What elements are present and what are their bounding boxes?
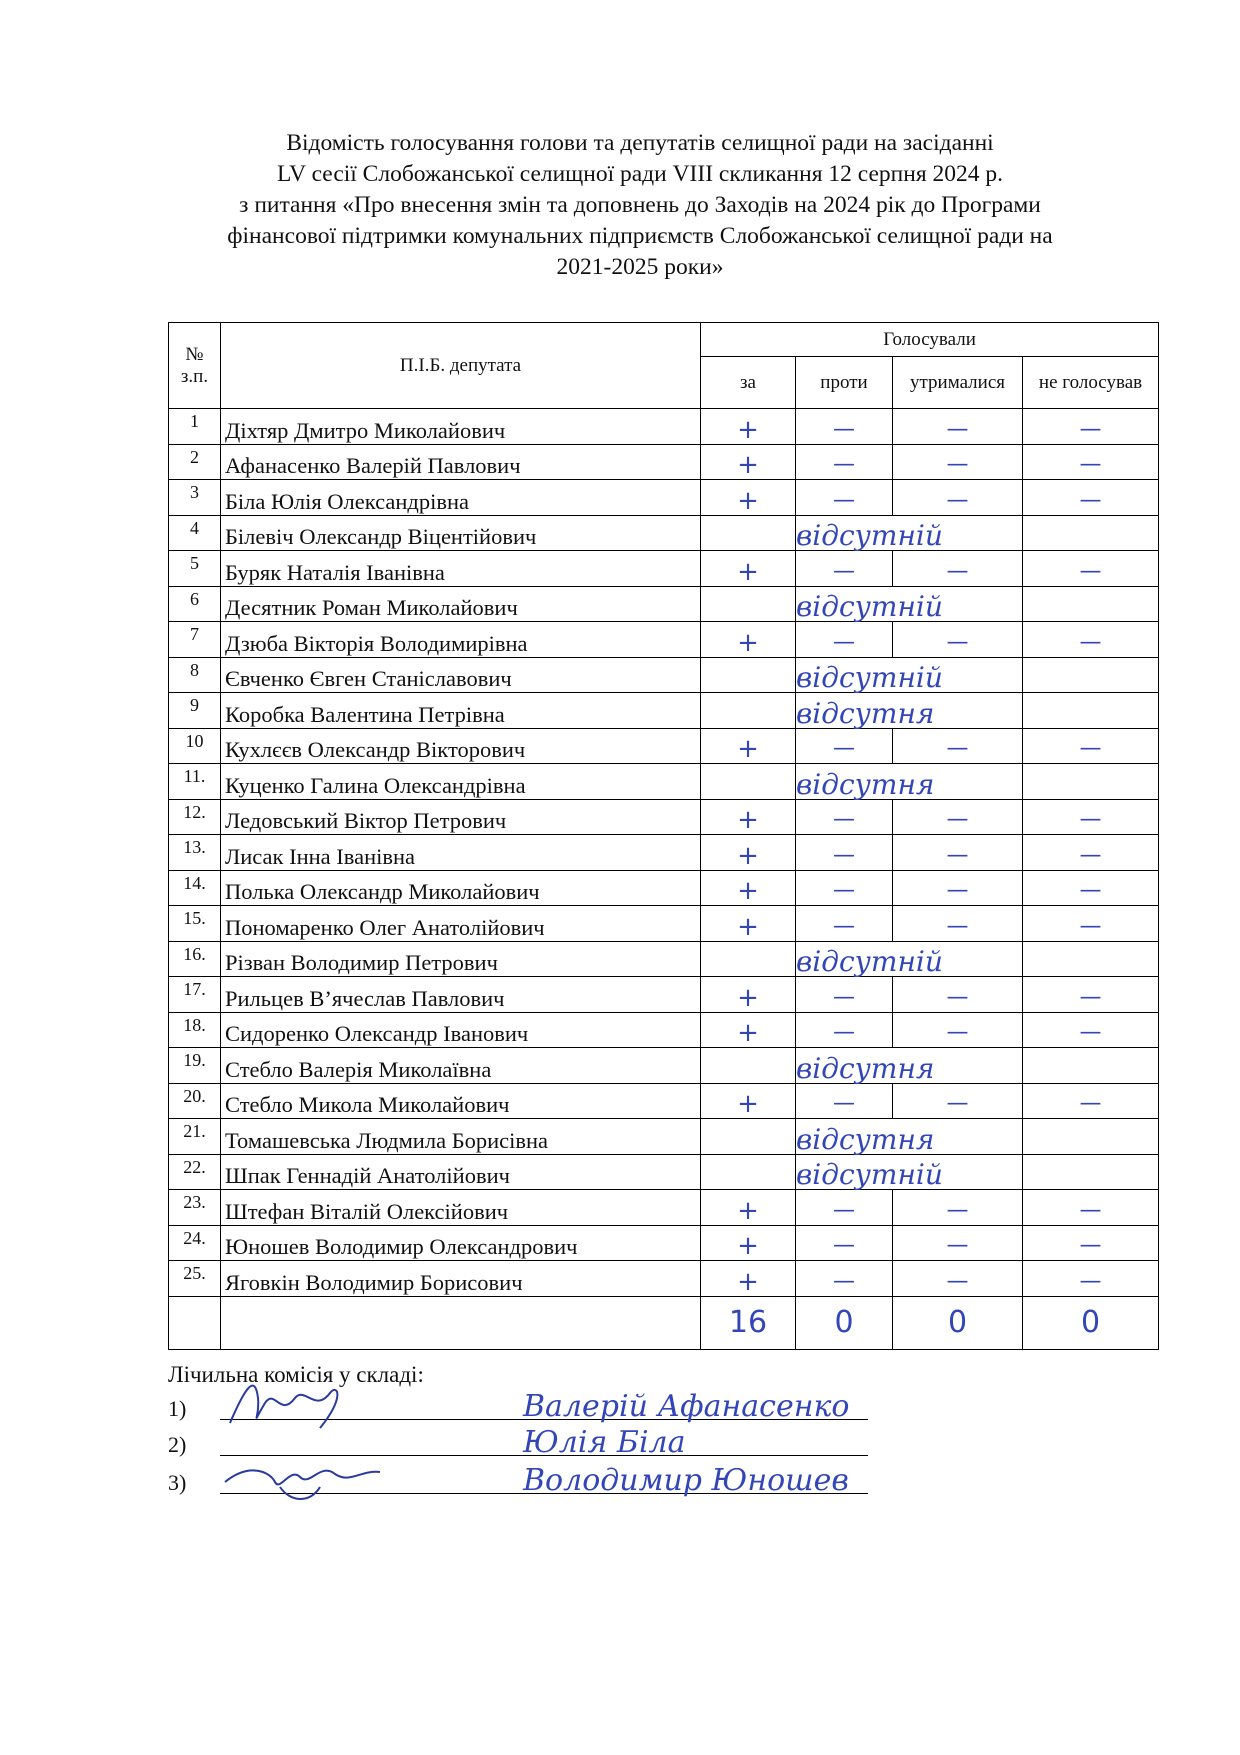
header-against: проти	[796, 357, 893, 409]
vote-not-voted	[1023, 693, 1159, 729]
vote-for	[701, 693, 796, 729]
table-row	[169, 1225, 1159, 1261]
vote-for	[701, 586, 796, 622]
total-not-voted: 0	[1023, 1296, 1159, 1349]
absent-mark: відсутній	[796, 1154, 1023, 1190]
vote-abstain: —	[893, 906, 1023, 942]
header-for: за	[701, 357, 796, 409]
table-row	[169, 1012, 1159, 1048]
table-row	[169, 551, 1159, 587]
vote-not-voted: —	[1023, 977, 1159, 1013]
deputy-name: Яговкін Володимир Борисович	[221, 1261, 701, 1297]
row-number: 4	[169, 515, 221, 551]
deputy-name: Лисак Інна Іванівна	[221, 835, 701, 871]
vote-not-voted: —	[1023, 1012, 1159, 1048]
vote-not-voted	[1023, 586, 1159, 622]
vote-not-voted: —	[1023, 409, 1159, 445]
table-row	[169, 1190, 1159, 1226]
deputy-name: Рильцев В’ячеслав Павлович	[221, 977, 701, 1013]
row-number: 13.	[169, 835, 221, 871]
vote-for	[701, 515, 796, 551]
table-row	[169, 941, 1159, 977]
row-number: 24.	[169, 1225, 221, 1261]
title-line-5: 2021-2025 роки»	[556, 254, 724, 280]
vote-not-voted	[1023, 1154, 1159, 1190]
table-row	[169, 835, 1159, 871]
vote-not-voted: —	[1023, 835, 1159, 871]
row-number: 17.	[169, 977, 221, 1013]
deputy-name: Десятник Роман Миколайович	[221, 586, 701, 622]
row-number: 5	[169, 551, 221, 587]
vote-abstain: —	[893, 977, 1023, 1013]
total-for: 16	[701, 1296, 796, 1349]
title-line-4: фінансової підтримки комунальних підприємств Слобожанської селищної ради на	[227, 223, 1053, 249]
table-row	[169, 906, 1159, 942]
table-row	[169, 444, 1159, 480]
vote-abstain: —	[893, 551, 1023, 587]
title-line-2: LV сесії Слобожанської селищної ради VIII скликання 12 серпня 2024 р.	[276, 161, 1004, 187]
vote-for	[701, 1048, 796, 1084]
vote-for: +	[701, 1083, 796, 1119]
table-row	[169, 1261, 1159, 1297]
commission-member-3	[168, 1463, 868, 1498]
vote-against: —	[796, 1083, 893, 1119]
vote-against: —	[796, 444, 893, 480]
deputy-name: Буряк Наталія Іванівна	[221, 551, 701, 587]
vote-for: +	[701, 622, 796, 658]
vote-not-voted	[1023, 764, 1159, 800]
vote-for: +	[701, 799, 796, 835]
vote-against: —	[796, 1261, 893, 1297]
row-number: 22.	[169, 1154, 221, 1190]
vote-for	[701, 1154, 796, 1190]
title-line-3: з питання «Про внесення змін та доповнень до Заходів на 2024 рік до Програми	[239, 192, 1041, 218]
vote-not-voted	[1023, 515, 1159, 551]
absent-mark: відсутній	[796, 515, 1023, 551]
vote-for: +	[701, 835, 796, 871]
vote-abstain: —	[893, 622, 1023, 658]
commission-label: Лічильна комісія у складі:	[168, 1362, 424, 1387]
row-number: 12.	[169, 799, 221, 835]
vote-against: —	[796, 870, 893, 906]
vote-not-voted	[1023, 1048, 1159, 1084]
deputy-name: Коробка Валентина Петрівна	[221, 693, 701, 729]
table-body	[169, 409, 1159, 1297]
vote-for: +	[701, 906, 796, 942]
table-row	[169, 622, 1159, 658]
row-number: 14.	[169, 870, 221, 906]
deputy-name: Діхтяр Дмитро Миколайович	[221, 409, 701, 445]
row-number: 25.	[169, 1261, 221, 1297]
vote-for: +	[701, 870, 796, 906]
deputy-name: Біла Юлія Олександрівна	[221, 480, 701, 516]
row-number: 18.	[169, 1012, 221, 1048]
table-row	[169, 515, 1159, 551]
deputy-name: Юношев Володимир Олександрович	[221, 1225, 701, 1261]
vote-abstain: —	[893, 799, 1023, 835]
table-row	[169, 409, 1159, 445]
vote-not-voted: —	[1023, 906, 1159, 942]
voting-table	[168, 322, 1159, 1350]
vote-not-voted	[1023, 941, 1159, 977]
deputy-name: Дзюба Вікторія Володимирівна	[221, 622, 701, 658]
row-number: 21.	[169, 1119, 221, 1155]
vote-abstain: —	[893, 1012, 1023, 1048]
absent-mark: відсутній	[796, 586, 1023, 622]
vote-not-voted	[1023, 1119, 1159, 1155]
vote-not-voted: —	[1023, 551, 1159, 587]
totals-name-cell	[221, 1296, 701, 1349]
signature-3-icon	[220, 1442, 390, 1512]
row-number: 16.	[169, 941, 221, 977]
vote-not-voted: —	[1023, 799, 1159, 835]
header-abstain: утрималися	[893, 357, 1023, 409]
vote-for: +	[701, 551, 796, 587]
vote-abstain: —	[893, 1190, 1023, 1226]
absent-mark: відсутній	[796, 657, 1023, 693]
vote-for	[701, 1119, 796, 1155]
deputy-name: Стебло Микола Миколайович	[221, 1083, 701, 1119]
deputy-name: Ледовський Віктор Петрович	[221, 799, 701, 835]
vote-against: —	[796, 622, 893, 658]
table-row	[169, 1154, 1159, 1190]
deputy-name: Сидоренко Олександр Іванович	[221, 1012, 701, 1048]
vote-for: +	[701, 1261, 796, 1297]
vote-abstain: —	[893, 1261, 1023, 1297]
title-line-1: Відомість голосування голови та депутатів селищної ради на засіданні	[286, 130, 994, 156]
row-number: 11.	[169, 764, 221, 800]
absent-mark: відсутня	[796, 693, 1023, 729]
deputy-name: Куценко Галина Олександрівна	[221, 764, 701, 800]
table-row	[169, 764, 1159, 800]
row-number: 20.	[169, 1083, 221, 1119]
deputy-name: Білевіч Олександр Віцентійович	[221, 515, 701, 551]
totals-number-cell	[169, 1296, 221, 1349]
vote-not-voted: —	[1023, 728, 1159, 764]
vote-abstain: —	[893, 480, 1023, 516]
vote-for	[701, 657, 796, 693]
vote-against: —	[796, 1012, 893, 1048]
row-number: 8	[169, 657, 221, 693]
vote-against: —	[796, 977, 893, 1013]
vote-against: —	[796, 551, 893, 587]
member-number: 2)	[168, 1432, 187, 1457]
row-number: 15.	[169, 906, 221, 942]
table-row	[169, 693, 1159, 729]
deputy-name: Томашевська Людмила Борисівна	[221, 1119, 701, 1155]
vote-against: —	[796, 835, 893, 871]
member-name: Юлія Біла	[523, 1425, 686, 1460]
vote-for: +	[701, 409, 796, 445]
table-row	[169, 799, 1159, 835]
vote-not-voted: —	[1023, 870, 1159, 906]
row-number: 23.	[169, 1190, 221, 1226]
row-number: 1	[169, 409, 221, 445]
member-name: Валерій Афанасенко	[523, 1389, 850, 1424]
header-voted: Голосували	[701, 323, 1159, 357]
vote-abstain: —	[893, 835, 1023, 871]
member-number: 3)	[168, 1470, 187, 1495]
vote-for: +	[701, 1190, 796, 1226]
absent-mark: відсутній	[796, 941, 1023, 977]
deputy-name: Євченко Євген Станіславович	[221, 657, 701, 693]
header-number: № з.п.	[169, 323, 221, 409]
vote-abstain: —	[893, 444, 1023, 480]
row-number: 7	[169, 622, 221, 658]
total-abstain: 0	[893, 1296, 1023, 1349]
vote-against: —	[796, 409, 893, 445]
vote-for: +	[701, 444, 796, 480]
table-row	[169, 870, 1159, 906]
vote-abstain: —	[893, 409, 1023, 445]
table-row	[169, 1119, 1159, 1155]
vote-against: —	[796, 728, 893, 764]
vote-not-voted: —	[1023, 622, 1159, 658]
row-number: 6	[169, 586, 221, 622]
deputy-name: Штефан Віталій Олексійович	[221, 1190, 701, 1226]
deputy-name: Афанасенко Валерій Павлович	[221, 444, 701, 480]
vote-not-voted: —	[1023, 1261, 1159, 1297]
row-number: 10	[169, 728, 221, 764]
table-row	[169, 480, 1159, 516]
total-against: 0	[796, 1296, 893, 1349]
vote-for: +	[701, 1225, 796, 1261]
table-row	[169, 977, 1159, 1013]
deputy-name: Стебло Валерія Миколаївна	[221, 1048, 701, 1084]
deputy-name: Шпак Геннадій Анатолійович	[221, 1154, 701, 1190]
vote-for	[701, 764, 796, 800]
vote-not-voted: —	[1023, 1190, 1159, 1226]
vote-against: —	[796, 480, 893, 516]
row-number: 19.	[169, 1048, 221, 1084]
deputy-name: Пономаренко Олег Анатолійович	[221, 906, 701, 942]
vote-for: +	[701, 1012, 796, 1048]
vote-not-voted: —	[1023, 1083, 1159, 1119]
vote-for: +	[701, 480, 796, 516]
member-name: Володимир Юношев	[523, 1463, 849, 1498]
commission-member-1	[168, 1389, 868, 1424]
vote-for: +	[701, 728, 796, 764]
deputy-name: Кухлєєв Олександр Вікторович	[221, 728, 701, 764]
member-number: 1)	[168, 1396, 187, 1421]
header-name: П.І.Б. депутата	[221, 323, 701, 409]
vote-abstain: —	[893, 728, 1023, 764]
vote-not-voted: —	[1023, 480, 1159, 516]
header-not-voted: не голосував	[1023, 357, 1159, 409]
vote-abstain: —	[893, 1083, 1023, 1119]
vote-abstain: —	[893, 870, 1023, 906]
absent-mark: відсутня	[796, 764, 1023, 800]
vote-abstain: —	[893, 1225, 1023, 1261]
vote-not-voted: —	[1023, 1225, 1159, 1261]
table-row	[169, 1083, 1159, 1119]
table-row	[169, 657, 1159, 693]
vote-against: —	[796, 1225, 893, 1261]
vote-for	[701, 941, 796, 977]
vote-against: —	[796, 799, 893, 835]
vote-for: +	[701, 977, 796, 1013]
vote-not-voted: —	[1023, 444, 1159, 480]
totals-row	[169, 1296, 1159, 1349]
table-row	[169, 728, 1159, 764]
absent-mark: відсутня	[796, 1119, 1023, 1155]
deputy-name: Різван Володимир Петрович	[221, 941, 701, 977]
table-row	[169, 586, 1159, 622]
vote-not-voted	[1023, 657, 1159, 693]
row-number: 2	[169, 444, 221, 480]
document-title	[150, 128, 1130, 283]
absent-mark: відсутня	[796, 1048, 1023, 1084]
row-number: 3	[169, 480, 221, 516]
row-number: 9	[169, 693, 221, 729]
vote-against: —	[796, 906, 893, 942]
vote-against: —	[796, 1190, 893, 1226]
table-row	[169, 1048, 1159, 1084]
deputy-name: Полька Олександр Миколайович	[221, 870, 701, 906]
